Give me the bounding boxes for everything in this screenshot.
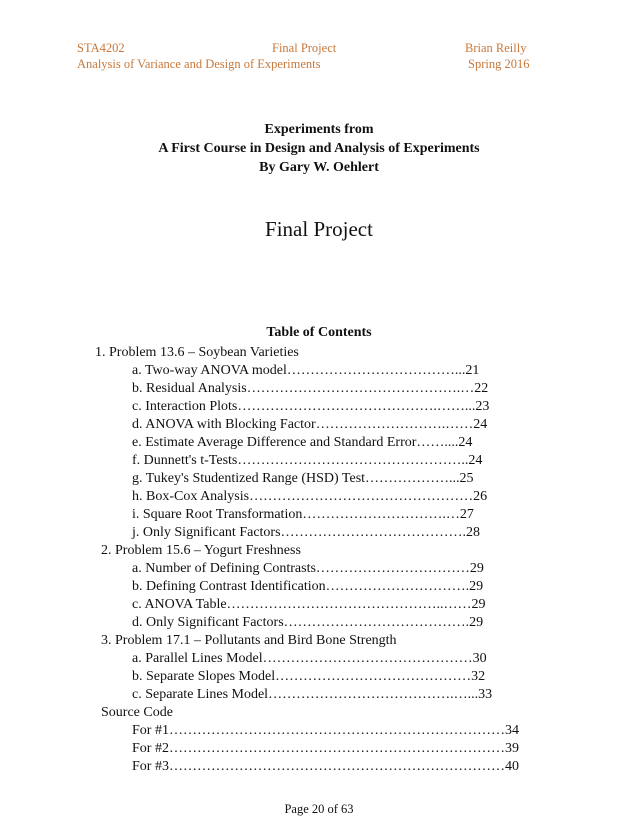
- header-course-code: STA4202: [77, 41, 125, 55]
- toc-item: For #3………………………………………………………………40: [132, 759, 519, 774]
- page-number: Page 20 of 63: [284, 802, 354, 816]
- toc-item: c. ANOVA Table………………………………………..……29: [132, 597, 486, 612]
- toc-section-source-code: Source Code: [101, 705, 173, 720]
- title-line-2: A First Course in Design and Analysis of Experiments: [158, 141, 480, 156]
- header-author: Brian Reilly: [465, 41, 527, 55]
- toc-item: a. Two-way ANOVA model………………………………...21: [132, 363, 480, 378]
- toc-section-2: 2. Problem 15.6 – Yogurt Freshness: [101, 543, 301, 558]
- header-term: Spring 2016: [468, 57, 530, 71]
- page-title: Final Project: [265, 217, 373, 241]
- toc-item: i. Square Root Transformation………………………….…27: [132, 507, 474, 522]
- toc-item: c. Separate Lines Model………………………………….…...33: [132, 687, 493, 702]
- toc-item: d. Only Significant Factors………………………………….29: [132, 615, 484, 630]
- toc-item: b. Residual Analysis……………………………………….…22: [132, 381, 489, 396]
- title-line-3: By Gary W. Oehlert: [259, 160, 379, 175]
- toc-item: a. Number of Defining Contrasts……………………………29: [132, 561, 484, 576]
- header-course-name: Analysis of Variance and Design of Experiments: [77, 57, 321, 71]
- toc-heading: Table of Contents: [266, 325, 372, 340]
- header-doc-type: Final Project: [272, 41, 337, 55]
- toc-item: c. Interaction Plots…………………………………….……...23: [132, 399, 490, 414]
- toc-item: h. Box-Cox Analysis…………………………………………26: [132, 489, 488, 504]
- toc-item: For #1………………………………………………………………34: [132, 723, 519, 738]
- toc-item: e. Estimate Average Difference and Standard Error……....24: [132, 435, 473, 450]
- toc-item: b. Separate Slopes Model……………………………………32: [132, 669, 486, 684]
- toc-item: b. Defining Contrast Identification………………………….29: [132, 579, 484, 594]
- toc-item: For #2………………………………………………………………39: [132, 741, 519, 756]
- title-line-1: Experiments from: [264, 122, 374, 137]
- toc-section-3: 3. Problem 17.1 – Pollutants and Bird Bone Strength: [101, 633, 397, 648]
- toc-item: j. Only Significant Factors………………………………….28: [132, 525, 481, 540]
- toc-item: a. Parallel Lines Model………………………………………30: [132, 651, 487, 666]
- toc-item: d. ANOVA with Blocking Factor……………………….……24: [132, 417, 488, 432]
- toc-item: f. Dunnett's t-Tests…………………………………………..24: [132, 453, 483, 468]
- toc-section-1: 1. Problem 13.6 – Soybean Varieties: [95, 345, 299, 360]
- toc-item: g. Tukey's Studentized Range (HSD) Test………………...25: [132, 471, 474, 486]
